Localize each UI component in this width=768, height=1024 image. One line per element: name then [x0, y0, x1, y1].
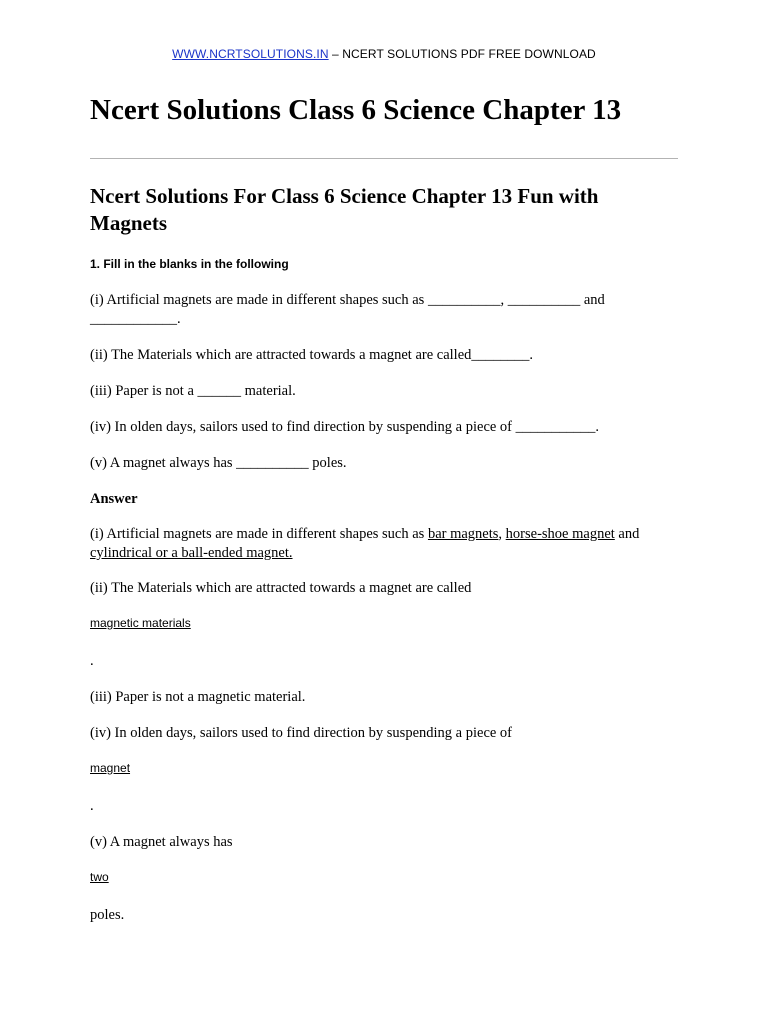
answer-5-term: two: [90, 870, 109, 884]
answer-1-term-cylindrical: cylindrical or a ball-ended magnet.: [90, 545, 293, 561]
answer-3-text: (iii) Paper is not a magnetic material.: [90, 689, 306, 705]
question-2: (ii) The Materials which are attracted towards a magnet are called________.: [90, 347, 534, 363]
answer-2-text: (ii) The Materials which are attracted towards a magnet are called: [90, 580, 472, 596]
question-heading: 1. Fill in the blanks in the following: [90, 257, 289, 271]
answer-1: [90, 525, 680, 563]
answer-2-dot: .: [90, 653, 94, 669]
answer-1-and: and: [614, 526, 640, 542]
answer-4-text: (iv) In olden days, sailors used to find direction by suspending a piece of: [90, 725, 513, 741]
answer-2-term: magnetic materials: [90, 616, 191, 630]
header-tagline: – NCERT SOLUTIONS PDF FREE DOWNLOAD: [328, 47, 596, 61]
answer-4-term: magnet: [90, 761, 131, 775]
answer-1-term-bar-magnets: bar magnets: [427, 526, 499, 542]
answer-5-end: poles.: [90, 907, 125, 923]
title-divider: [90, 158, 678, 159]
answer-1-term-horse-shoe: horse-shoe magnet: [505, 526, 615, 542]
answer-4-dot: .: [90, 798, 94, 814]
question-3: (iii) Paper is not a ______ material.: [90, 383, 296, 399]
page-header: [0, 46, 768, 62]
question-1: (i) Artificial magnets are made in different shapes such as __________, __________ and ____________.: [90, 292, 605, 327]
answer-1-prefix: (i) Artificial magnets are made in different shapes such as: [90, 526, 428, 542]
question-4: (iv) In olden days, sailors used to find direction by suspending a piece of ___________.: [90, 419, 600, 435]
site-link[interactable]: WWW.NCRTSOLUTIONS.IN: [172, 47, 329, 61]
question-5: (v) A magnet always has __________ poles.: [90, 455, 347, 471]
page-title: Ncert Solutions Class 6 Science Chapter 13: [90, 94, 622, 126]
answer-heading: Answer: [90, 491, 138, 507]
answer-5-text: (v) A magnet always has: [90, 834, 233, 850]
answer-1-separator: ,: [498, 526, 506, 542]
section-subtitle: Ncert Solutions For Class 6 Science Chapter 13 Fun with Magnets: [90, 184, 599, 235]
